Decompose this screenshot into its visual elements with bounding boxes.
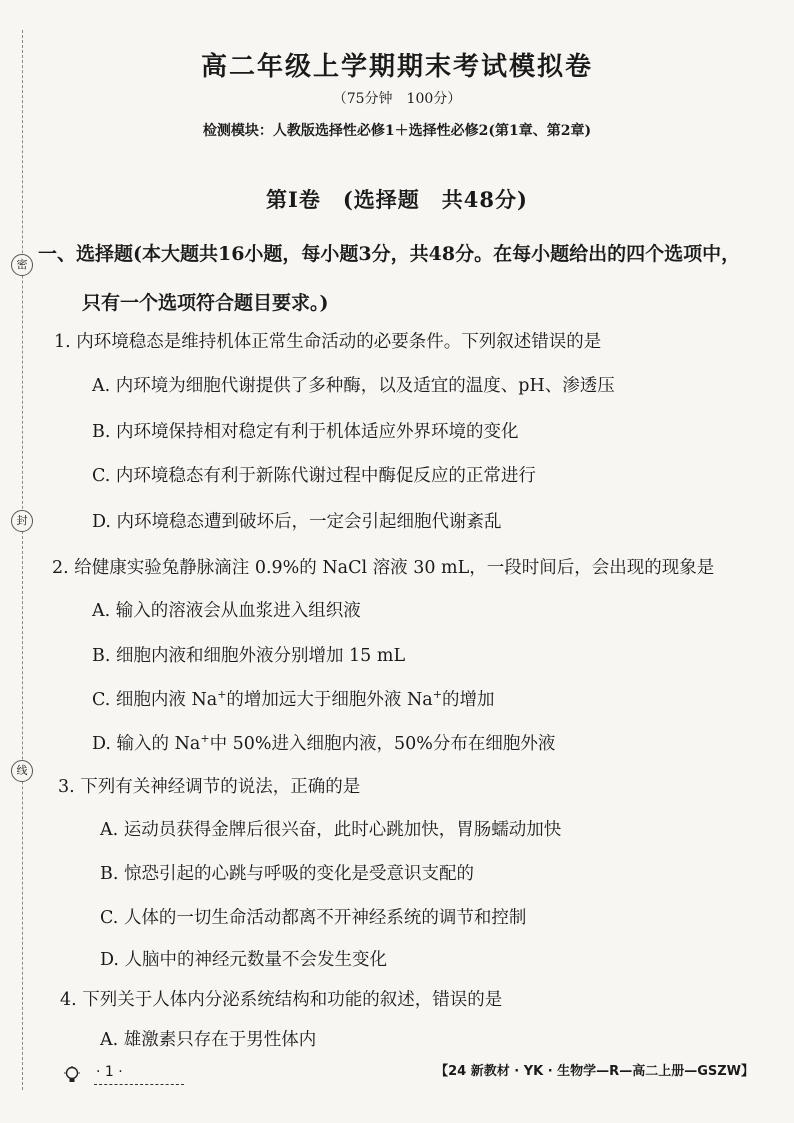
exam-modules: 检测模块：人教版选择性必修1＋选择性必修2(第1章、第2章) xyxy=(202,123,592,139)
q2d-sup: + xyxy=(200,732,210,746)
question-1-option-a: A. 内环境为细胞代谢提供了多种酶，以及适宜的温度、pH、渗透压 xyxy=(92,376,615,396)
question-2-option-b: B. 细胞内液和细胞外液分别增加 15 mL xyxy=(92,646,406,666)
question-4-option-a: A. 雄激素只存在于男性体内 xyxy=(100,1030,317,1050)
q2c-sup2: + xyxy=(432,688,442,702)
q2c-post: 的增加 xyxy=(441,690,495,710)
question-4-stem: 4. 下列关于人体内分泌系统结构和功能的叙述，错误的是 xyxy=(60,990,503,1010)
q2c-mid: 的增加远大于细胞外液 Na xyxy=(226,690,433,710)
question-1-option-d: D. 内环境稳态遭到破坏后，一定会引起细胞代谢紊乱 xyxy=(92,512,502,532)
paper-code-tag: 【24 新教材 · YK · 生物学—R—高二上册—GSZW】 xyxy=(435,1064,754,1079)
q2d-post: 中 50%进入细胞内液，50%分布在细胞外液 xyxy=(209,734,556,754)
question-3-option-c: C. 人体的一切生命活动都离不开神经系统的调节和控制 xyxy=(100,908,527,928)
question-1-option-c: C. 内环境稳态有利于新陈代谢过程中酶促反应的正常进行 xyxy=(92,466,536,486)
page-number: · 1 · xyxy=(96,1064,123,1080)
q2c-sup: + xyxy=(217,688,227,702)
question-3-option-b: B. 惊恐引起的心跳与呼吸的变化是受意识支配的 xyxy=(100,864,474,884)
question-1-stem: 1. 内环境稳态是维持机体正常生命活动的必要条件。下列叙述错误的是 xyxy=(54,332,602,352)
q2d-pre: D. 输入的 Na xyxy=(92,734,201,754)
question-3-stem: 3. 下列有关神经调节的说法，正确的是 xyxy=(58,777,361,797)
lightbulb-icon xyxy=(64,1066,80,1086)
section-instructions-line-1: 一、选择题(本大题共16小题，每小题3分，共48分。在每小题给出的四个选项中， xyxy=(38,243,741,265)
q2c-pre: C. 细胞内液 Na xyxy=(92,690,218,710)
question-3-option-d: D. 人脑中的神经元数量不会发生变化 xyxy=(100,950,388,970)
binding-seal-mi: 密 xyxy=(11,254,33,276)
question-2-option-d xyxy=(92,730,555,755)
question-2-option-a: A. 输入的溶液会从血浆进入组织液 xyxy=(92,601,361,621)
section-instructions xyxy=(38,230,778,328)
exam-duration-score: （75分钟 100分） xyxy=(332,91,462,107)
question-2-stem: 2. 给健康实验兔静脉滴注 0.9%的 NaCl 溶液 30 mL，一段时间后，会出现的现象是 xyxy=(52,558,715,578)
question-1-option-b: B. 内环境保持相对稳定有利于机体适应外界环境的变化 xyxy=(92,422,519,442)
part-one-title: 第Ⅰ卷 (选择题 共48分) xyxy=(266,187,528,212)
question-3-option-a: A. 运动员获得金牌后很兴奋，此时心跳加快，胃肠蠕动加快 xyxy=(100,820,562,840)
exam-title: 高二年级上学期期末考试模拟卷 xyxy=(200,52,593,82)
section-instructions-line-2: 只有一个选项符合题目要求。) xyxy=(82,292,329,314)
question-2-option-c xyxy=(92,686,494,711)
binding-seal-feng: 封 xyxy=(11,510,33,532)
binding-seal-xian: 线 xyxy=(11,760,33,782)
page-number-underline xyxy=(94,1084,184,1085)
